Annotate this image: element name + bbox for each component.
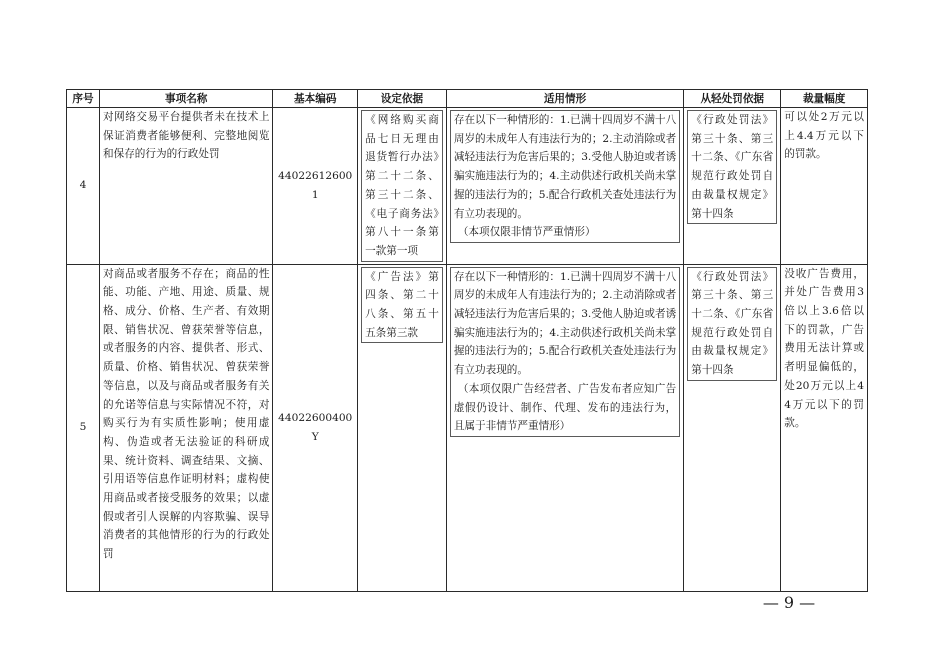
cell-conditions-text: 存在以下一种情形的：1.已满十四周岁不满十八周岁的未成年人有违法行为的；2.主动消除或者减轻违法行为危害后果的；3.受他人胁迫或者诱骗实施违法行为的；4.主动供述行政机关尚未掌握的违法行为的；5.配合行政机关查处违法行为有立功表现的。 — [453, 270, 677, 377]
cell-seq: 4 — [67, 108, 100, 265]
cell-basis — [358, 108, 447, 265]
header-row — [67, 90, 868, 108]
cell-name: 对网络交易平台提供者未在技术上保证消费者能够便利、完整地阅览和保存的行为的行政处罚 — [100, 108, 273, 265]
cell-light-basis — [684, 264, 781, 591]
penalty-discretion-table — [66, 89, 868, 592]
header-light-basis: 从轻处罚依据 — [684, 90, 781, 108]
cell-conditions-box — [450, 267, 680, 437]
cell-conditions-note: （本项仅限广告经营者、广告发布者应知广告虚假仍设计、制作、代理、发布的违法行为，且属于非情节严重情形） — [453, 382, 677, 433]
cell-conditions — [446, 108, 683, 265]
cell-range: 没收广告费用，并处广告费用3倍以上3.6倍以下的罚款，广告费用无法计算或者明显偏低的，处20万元以上44万元以下的罚款。 — [781, 264, 868, 591]
cell-conditions-text: 存在以下一种情形的：1.已满十四周岁不满十八周岁的未成年人有违法行为的；2.主动消除或者减轻违法行为危害后果的；3.受他人胁迫或者诱骗实施违法行为的；4.主动供述行政机关尚未掌握的违法行为的；5.配合行政机关查处违法行为有立功表现的。 — [453, 114, 677, 220]
cell-conditions-note: （本项仅限非情节严重情形） — [457, 226, 596, 239]
cell-light-basis-text: 《行政处罚法》第三十条、第三十二条、《广东省规范行政处罚自由裁量权规定》第十四条 — [687, 110, 777, 224]
header-basis: 设定依据 — [358, 90, 447, 108]
table-header — [67, 90, 868, 108]
cell-name: 对商品或者服务不存在；商品的性能、功能、产地、用途、质量、规格、成分、价格、生产者、有效期限、销售状况、曾获荣誉等信息，或者服务的内容、提供者、形式、质量、价格、销售状况、曾获荣誉等信息，以及与商品或者服务有关的允诺等信息与实际情况不符，对购买行为有实质性影响；使用虚构、伪造或者无法验证的科研成果、统计资料、调查结果、文摘、引用语等信息作证明材料；虚构使用商品或者接受服务的效果；以虚假或者引人误解的内容欺骗、误导消费者的其他情形的行为的行政处罚 — [100, 264, 273, 591]
cell-basis-text: 《广告法》第四条、第二十八条、第五十五条第三款 — [361, 267, 443, 344]
cell-code: 44022600400Y — [273, 264, 358, 591]
header-range: 裁量幅度 — [781, 90, 868, 108]
table-row — [67, 108, 868, 265]
cell-basis — [358, 264, 447, 591]
page-number: — 9 — — [762, 593, 816, 612]
header-conditions: 适用情形 — [446, 90, 683, 108]
table-row — [67, 264, 868, 591]
cell-conditions — [446, 264, 683, 591]
cell-seq: 5 — [67, 264, 100, 591]
cell-basis-text: 《网络购买商品七日无理由退货暂行办法》第二十二条、第三十二条、《电子商务法》第八十一条第一款第一项 — [361, 110, 443, 262]
cell-code: 440226126001 — [273, 108, 358, 265]
cell-light-basis — [684, 108, 781, 265]
cell-range: 可以处2万元以上4.4万元以下的罚款。 — [781, 108, 868, 265]
cell-light-basis-text: 《行政处罚法》第三十条、第三十二条、《广东省规范行政处罚自由裁量权规定》第十四条 — [687, 267, 777, 381]
header-name: 事项名称 — [100, 90, 273, 108]
header-seq: 序号 — [67, 90, 100, 108]
table-body — [67, 108, 868, 592]
cell-conditions-box — [450, 110, 680, 243]
header-code: 基本编码 — [273, 90, 358, 108]
